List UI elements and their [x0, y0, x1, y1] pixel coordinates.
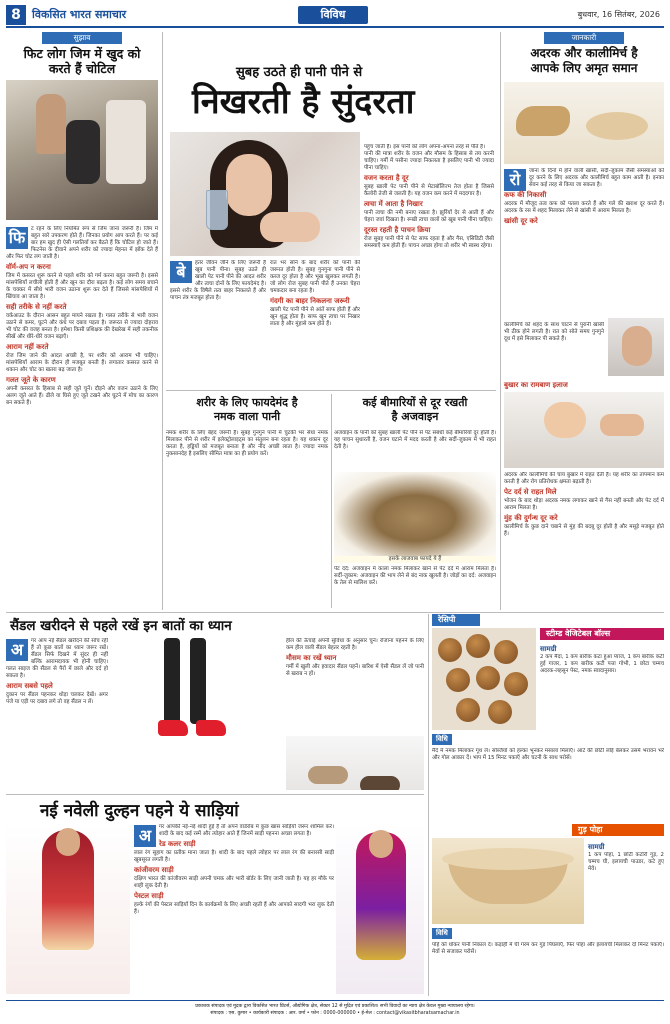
bottom-ingredients: 1 कप पोहा, 1 छोटी कटोरी गुड़, 2 चम्मच घी, इलायची पाउडर, कटे हुए मेवे।	[588, 852, 664, 872]
ginger-sub-2: खांसी दूर करे	[504, 217, 538, 225]
sick-child-photo	[504, 392, 664, 468]
bottom-recipe-title: गुड़ पोहा	[572, 824, 664, 836]
row-divider	[6, 612, 664, 613]
gym-sub-1: वॉर्म-अप न करना	[6, 263, 51, 271]
water-body-left: बे हतर जीवन जीने के लिए जरूरी है खूब पानी पीना। सुबह उठते ही खाली पेट पानी पीने की आदत शरीर और त्वचा दोनों के लिए फायदेमंद है। इससे शरीर के विषैले तत्व बाहर निकलते हैं और पाचन तंत्र मजबूत होता है।	[170, 260, 266, 301]
ajwain-article	[334, 392, 496, 610]
sandal-title: सैंडल खरीदने से पहले रखें इन बातों का ध्यान	[10, 618, 232, 634]
ginger-body: रो जाना के दिनों में होने वाली खांसी, सर्दी-जुकाम जैसी समस्याओं को दूर करने के लिए अदरक और कालीमिर्च बहुत काम आती है। इनका सेवन कई तरह से किया जा सकता है। कफ की निकासी अदरक में मौजूद तत्व कफ को पतला करते हैं और गले की खराश दूर करते हैं। अदरक के रस में शहद मिलाकर लेने से खांसी में आराम मिलता है। खांसी दूर करे	[504, 168, 664, 225]
salt-water-article	[166, 392, 328, 610]
gym-sub-2: सही तरीके से नहीं करते	[6, 303, 67, 311]
bottom-method-label: विधि	[432, 928, 452, 939]
gym-title-line2: करते हैं चोटिल	[48, 61, 116, 76]
gym-sub-2-body: वर्कआउट के दौरान आसन बहुत मायने रखता है। गलत तरीके से भारी वजन उठाने से कमर, घुटने और कंधे पर दबाव पड़ता है। जरूरत से ज्यादा दोहराव भी चोट की वजह बनता है। हमेशा किसी प्रशिक्षक की देखरेख में सही तकनीक सीखें और धीरे-धीरे वजन बढ़ाएँ।	[6, 313, 158, 340]
ginger-body-3: अदरक और कालीमिर्च की चाय बुखार में राहत देती है। यह शरीर का तापमान कम करती है और रोग प्रतिरोधक क्षमता बढ़ाती है। पेट दर्द से राहत मिले भोजन के बाद थोड़ा अदरक नमक लगाकर खाने से गैस नहीं बनती और पेट दर्द में आराम मिलता है। मुंह की दुर्गन्ध दूर करे कालीमिर्च के कुछ दाने चबाने से मुंह की बदबू दूर होती है और मसूड़े मजबूत होते हैं।	[504, 472, 664, 537]
gym-sub-3: आराम नहीं करते	[6, 343, 49, 351]
gym-title	[6, 46, 158, 76]
gym-sub-4: गलत जूते के कारण	[6, 376, 56, 384]
ajwain-body: अजवाइन के पानी को सुबह खाली पेट पीने से पेट संबंधी कई बीमारियाँ दूर होती हैं। यह पाचन सुधारती है, वजन घटाने में मदद करती है और सर्दी-जुकाम में भी राहत देती है।	[334, 430, 496, 450]
top-ingredients-label: सामग्री	[540, 645, 557, 653]
column-divider	[162, 32, 163, 610]
issue-date: बुधवार, 16 सितंबर, 2026	[577, 10, 660, 19]
sandal-dropcap: अ	[6, 639, 28, 661]
sandal-article	[6, 614, 424, 792]
imprint-footer	[6, 1000, 664, 1017]
ginger-sub-3: बुखार का रामबाण इलाज	[504, 381, 568, 389]
ajwain-title: कई बीमारियों से दूर रखती है अजवाइन	[362, 396, 468, 423]
gym-sub-4-body: अपनी कसरत के हिसाब से सही जूते चुनें। दौड़ने और वजन उठाने के लिए अलग जूते आते हैं। ढीले या घिसे हुए जूते टखने और घुटने में मोच का कारण बन सकते हैं।	[6, 386, 158, 406]
ajwain-tips: पेट दर्द: अजवाइन में काला नमक मिलाकर खाने से पेट दर्द में आराम मिलता है। सर्दी-जुकाम: अजवाइन की भाप लेने से बंद नाक खुलती है। जोड़ों का दर्द: अजवाइन के तेल से मालिश करें।	[334, 566, 496, 586]
page-header	[6, 4, 664, 28]
water-body-right: पहुंच जाती है। इस पानी को लोग अपना-अपना तरह से पीते हैं। पानी की मात्रा शरीर के वजन और मौसम के हिसाब से तय करनी चाहिए। गर्मी में पसीना ज्यादा निकलता है इसलिए पानी भी ज्यादा पीना चाहिए। वजन करता है दूर सुबह खाली पेट पानी पीने से मेटाबॉलिज्म तेज होता है जिससे कैलोरी तेजी से जलती है। यह वजन कम करने में मददगार है। त्वचा में आता है निखार पानी त्वचा की नमी बनाए रखता है। झुर्रियाँ देर से आती हैं और चेहरा जवां दिखता है। रूखी त्वचा वालों को खूब पानी पीना चाहिए। दूरस्त रहती है पाचन क्रिया रोज सुबह पानी पीने से पेट साफ रहता है और गैस, एसिडिटी जैसी समस्याएँ कम होती हैं। पाचन अच्छा होगा तो शरीर भी स्वस्थ रहेगा।	[364, 144, 494, 249]
column-divider	[500, 32, 501, 610]
bottom-ingredients-label: सामग्री	[588, 843, 605, 851]
ginger-dropcap: रो	[504, 169, 526, 191]
bride-pink-saree-photo	[336, 824, 424, 994]
water-sub-weight: वजन करता है दूर	[364, 174, 409, 182]
row-divider	[166, 390, 496, 391]
gym-sub-1-body: जिम में कसरत शुरू करने से पहले शरीर को गर्म करना बहुत जरूरी है। इससे मांसपेशियाँ लचीली होती हैं और खून का दौरा बढ़ता है। कई लोग समय बचाने के चक्कर में सीधे भारी वजन उठाना शुरू कर देते हैं जिससे मांसपेशियों में खिंचाव आ जाता है।	[6, 273, 158, 300]
ajwain-seeds-photo	[334, 472, 496, 556]
paper-name: विकसित भारत समाचार	[32, 8, 127, 21]
gym-dropcap: फि	[6, 227, 28, 249]
ginger-sub-4: पेट दर्द से राहत मिले	[504, 488, 557, 496]
woman-drinking-photo	[170, 132, 360, 256]
ginger-title-line2: आपके लिए अमृत समान	[530, 61, 638, 75]
saree-title: नई नवेली दुल्हन पहने ये साड़ियां	[40, 801, 239, 821]
column-divider	[331, 394, 332, 608]
recipe-section	[432, 614, 664, 996]
ginger-title-line1: अदरक और कालीमिर्च है	[530, 46, 638, 60]
gym-tag: सुझाव	[42, 32, 122, 44]
gym-photo	[6, 80, 158, 220]
ginger-article	[504, 32, 664, 610]
recipe-band: रेसिपी	[432, 614, 480, 626]
salt-title: शरीर के लिए फायदेमंद है नमक वाला पानी	[196, 396, 298, 423]
water-sub-toxins: गंदगी का बाहर निकलना जरूरी	[270, 297, 350, 305]
ginger-sub-5: मुंह की दुर्गन्ध दूर करे	[504, 514, 558, 522]
column-divider	[428, 614, 429, 996]
red-heels-photo	[112, 638, 282, 788]
salt-body: नमक शरीर के लिए बेहद जरूरी है। सुबह गुनगुने पानी में चुटकी भर सेंधा नमक मिलाकर पीने से शरीर में इलेक्ट्रोलाइट्स का संतुलन बना रहता है। यह थकान दूर करता है, हड्डियों को मजबूत बनाता है और नींद अच्छी लाता है। ज्यादा नमक नुकसानदेह है इसलिए सीमित मात्रा का ही प्रयोग करें।	[166, 430, 328, 457]
water-title-small: सुबह उठते ही पानी पीने से	[236, 65, 363, 80]
section-label: विविध	[298, 6, 368, 24]
top-recipe-title: स्टीम्ड वेजिटेबल बॉल्स	[540, 628, 664, 640]
ginger-tag: जानकारी	[544, 32, 624, 44]
gym-intro: ट रहने के लिए नियमित रूप से जिम जाना जरूरी है। जिम में बहुत सारे उपकरण होते हैं। जिनका प्रयोग आप करते हैं। पर कई बार हम खुद ही ऐसी गलतियाँ कर बैठते हैं कि चोटिल हो जाते हैं। फिटनेस के दीवाने अपने शरीर को ज्यादा मेहनत में झोंक देते हैं और फिर चोट लग जाती है।	[6, 226, 158, 260]
water-title-big: निखरती है सुंदरता	[192, 82, 415, 122]
ginger-title	[504, 46, 664, 76]
water-sub-skin: त्वचा में आता है निखार	[364, 200, 423, 208]
water-sub-digestion: दूरस्त रहती है पाचन क्रिया	[364, 226, 431, 234]
imprint-line-2: संपादक : एस. कुमार • कार्यकारी संपादक : आर. वर्मा • फोन : 0000-000000 • ई-मेल : contact@vikasitbharatsamachar.in	[210, 1011, 460, 1016]
bottom-method: पोहे को धोकर पानी निकाल दें। कड़ाही में घी गरम कर गुड़ पिघलाएँ, फिर पोहा और इलायची मिलाकर दो मिनट पकाएँ। मेवों से सजाकर परोसें।	[432, 942, 664, 955]
veg-balls-photo	[432, 628, 536, 730]
sandal-col-2: हील की ऊँचाई अपनी सुविधा के अनुसार चुनें। रोजाना पहनने के लिए कम हील वाली सैंडल बेहतर रहती है। मौसम का रखें ध्यान गर्मी में खुली और हवादार सैंडल पहनें। बारिश में ऐसी सैंडल लें जो पानी से खराब न हों।	[286, 638, 424, 677]
saree-body: अ गर आपकी नई-नई शादी हुई है तो अपने वार्डरोब में कुछ खास साड़ियाँ जरूर शामिल करें। शादी के बाद कई रस्में और त्योहार आते हैं जिनमें साड़ी पहनना अच्छा लगता है। रेड कलर साड़ी लाल रंग सुहाग का प्रतीक माना जाता है। शादी के बाद पहले त्योहार पर लाल रंग की बनारसी साड़ी खूबसूरत लगती है। कांजीवरम साड़ी दक्षिण भारत की कांजीवरम साड़ी अपनी चमक और भारी बॉर्डर के लिए जानी जाती है। यह हर मौके पर शाही लुक देती है। पेस्टल साड़ी हल्के रंगों की पेस्टल साड़ियाँ दिन के कार्यक्रमों के लिए अच्छी रहती हैं और आपको सादगी भरा लुक देती हैं।	[134, 824, 334, 915]
row-divider	[6, 794, 424, 795]
top-ingredients: 2 कप मैदा, 1 कप बारीक कटा हुआ प्याज, 1 कप बारीक कटी हुई गाजर, 1 कप बारीक कटी पत्ता गोभी, 1 छोटा चम्मच अदरक-लहसुन पेस्ट, नमक स्वादानुसार।	[540, 654, 664, 674]
top-method: मैदे में नमक मिलाकर गूंथ लें। सब्जियों को हल्का भूनकर मसाला मिलाएँ। आटे की छोटी लोई बेलकर उसमें भरावन भरें और गोल आकार दें। भाप में 15 मिनट पकाएँ और चटनी के साथ परोसें।	[432, 748, 664, 761]
gur-poha-photo	[432, 838, 584, 924]
saree-dropcap: अ	[134, 825, 156, 847]
cough-man-photo	[608, 318, 664, 376]
imprint-line-1: प्रकाशक संपादक एवं मुद्रक द्वारा विकसित भारत प्रिंटर्स, औद्योगिक क्षेत्र, सेक्टर 12 से मुद्रित एवं प्रकाशित। सभी विवादों का न्याय क्षेत्र केवल मुख्य न्यायालय रहेगा।	[195, 1004, 475, 1009]
saree-article	[6, 796, 424, 996]
gym-sub-3-body: रोज जिम जाने की आदत अच्छी है, पर शरीर को आराम भी चाहिए। मांसपेशियाँ आराम के दौरान ही मजबूत बनती हैं। लगातार कसरत करने से थकान और चोट का खतरा बढ़ जाता है।	[6, 353, 158, 373]
gym-article	[6, 32, 158, 614]
ajwain-caption: इसके लाजवाब फायदे ये हैं	[334, 556, 496, 563]
ginger-body-2: कालीमिर्च को शहद के साथ चाटने से पुरानी खांसी भी ठीक होने लगती है। रात को सोते समय गुनगुने दूध में इसे मिलाकर पी सकते हैं।	[504, 322, 604, 342]
water-body-mid: रात भर सोने के बाद शरीर को पानी की जरूरत होती है। सुबह गुनगुना पानी पीने से कब्ज दूर होता है और भूख खुलकर लगती है। जो लोग रोज सुबह पानी पीते हैं उनका चेहरा चमकदार बना रहता है। गंदगी का बाहर निकलना जरूरी खाली पेट पानी पीने से आंतें साफ होती हैं और खून शुद्ध होता है। साफ खून त्वचा पर निखार लाता है और मुंहासे कम होते हैं।	[270, 260, 360, 327]
ginger-photo	[504, 82, 664, 164]
ginger-sub-1: कफ की निकासी	[504, 191, 547, 199]
page-number: 8	[6, 5, 26, 25]
top-method-label: विधि	[432, 734, 452, 745]
sandal-col-1: अ गर आप नई सैंडल खरीदने की सोच रही हैं तो कुछ बातों का ध्यान जरूर रखें। सैंडल सिर्फ दिखने में सुंदर ही नहीं बल्कि आरामदायक भी होनी चाहिए। गलत साइज की सैंडल से पैरों में छाले और दर्द हो सकता है। आराम सबसे पहले दुकान पर सैंडल पहनकर थोड़ा चलकर देखें। अगर पंजे या एड़ी पर दबाव लगे तो वह सैंडल न लें।	[6, 638, 108, 705]
water-article	[166, 32, 496, 388]
water-dropcap: बे	[170, 261, 192, 283]
sandals-photo	[286, 736, 424, 790]
gym-body	[6, 226, 158, 612]
bride-red-saree-photo	[6, 824, 130, 994]
gym-title-line1: फिट लोग जिम में खुद को	[23, 46, 141, 61]
